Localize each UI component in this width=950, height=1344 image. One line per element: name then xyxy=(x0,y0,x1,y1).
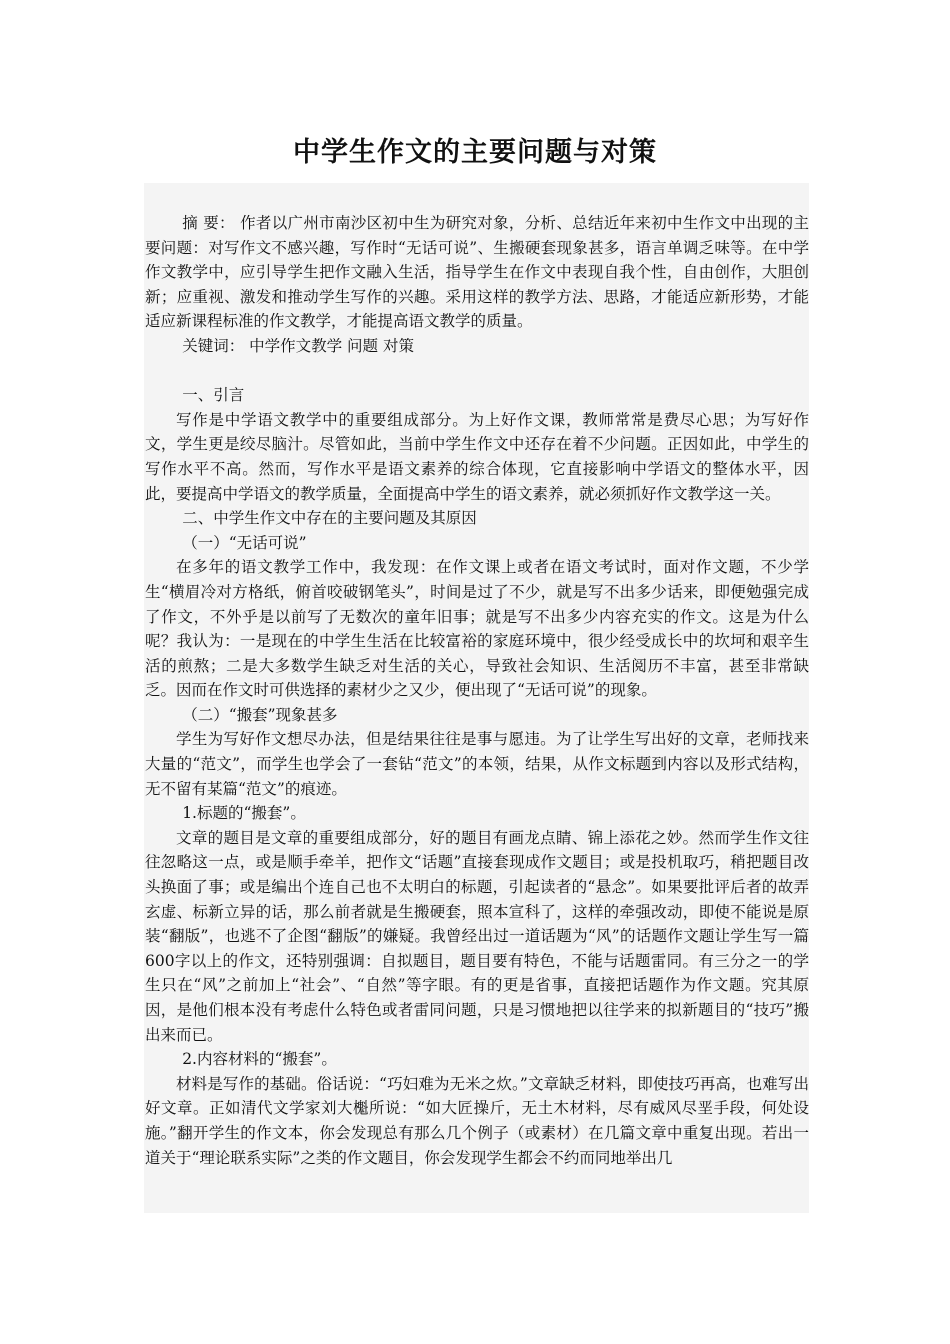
item-1-paragraph: 文章的题目是文章的重要组成部分，好的题目有画龙点睛、锦上添花之妙。然而学生作文往往忽略这一点，或是顺手牵羊，把作文“话题”直接套现成作文题目；或是投机取巧，稍把题目改头换面了事；或是编出个连自己也不太明白的标题，引起读者的“悬念”。如果要批评后者的故弄玄虚、标新立异的话，那么前者就是生搬硬套，照本宣科了，这样的牵强改动，即使不能说是原装“翻版”，也逃不了企图“翻版”的嫌疑。我曾经出过一道话题为“风”的话题作文题让学生写一篇600字以上的作文，还特别强调：自拟题目，题目要有特色，不能与话题雷同。有三分之一的学生只在“风”之前加上“社会”、“自然”等字眼。有的更是省事，直接把话题作为作文题。究其原因，是他们根本没有考虑什么特色或者雷同问题，只是习惯地把以往学来的拟新题目的“技巧”搬出来而已。 xyxy=(145,828,809,1044)
blank-line xyxy=(145,359,809,384)
subsection-heading-2: （二）“搬套”现象甚多 xyxy=(182,705,338,724)
intro-paragraph: 写作是中学语文教学中的重要组成部分。为上好作文课，教师常常是费尽心思；为写好作文，学生更是绞尽脑汁。尽管如此，当前中学生作文中还存在着不少问题。正因如此，中学生的写作水平不高。然而，写作水平是语文素养的综合体现，它直接影响中学语文的整体水平，因此，要提高中学语文的教学质量，全面提高中学生的语文素养，就必须抓好作文教学这一关。 xyxy=(145,410,809,503)
keywords-line: 关键词： 中学作文教学 问题 对策 xyxy=(182,336,414,355)
subsection-2-paragraph: 学生为写好作文想尽办法，但是结果往往是事与愿违。为了让学生写出好的文章，老师找来大量的“范文”，而学生也学会了一套钻“范文”的本领，结果，从作文标题到内容以及形式结构，无不留有某篇“范文”的痕迹。 xyxy=(145,730,809,798)
document-title: 中学生作文的主要问题与对策 xyxy=(293,137,657,168)
subsection-1-paragraph: 在多年的语文教学工作中，我发现：在作文课上或者在语文考试时，面对作文题，不少学生“横眉冷对方格纸，俯首咬破钢笔头”，时间是过了不少，就是写不出多少话来，即便勉强完成了作文，不外乎是以前写了无数次的童年旧事；就是写不出多少内容充实的作文。这是为什么呢？我认为：一是现在的中学生生活在比较富裕的家庭环境中，很少经受成长中的坎坷和艰辛生活的煎熬；二是大多数学生缺乏对生活的关心，导致社会知识、生活阅历不丰富，甚至非常缺乏。因而在作文时可供选择的素材少之又少，便出现了“无话可说”的现象。 xyxy=(145,558,809,700)
item-heading-2: 2.内容材料的“搬套”。 xyxy=(182,1050,337,1069)
section-heading-problems: 二、中学生作文中存在的主要问题及其原因 xyxy=(182,509,477,528)
abstract-paragraph: 摘 要： 作者以广州市南沙区初中生为研究对象，分析、总结近年来初中生作文中出现的主要问题：对写作文不感兴趣，写作时“无话可说”、生搬硬套现象甚多，语言单调乏味等。在中学作文教学中，应引导学生把作文融入生活，指导学生在作文中表现自我个性，自由创作，大胆创新；应重视、激发和推动学生写作的兴趣。采用这样的教学方法、思路，才能适应新形势，才能适应新课程标准的作文教学，才能提高语文教学的质量。 xyxy=(145,214,809,331)
item-heading-1: 1.标题的“搬套”。 xyxy=(182,804,306,823)
document-body xyxy=(145,211,809,1170)
section-heading-intro: 一、引言 xyxy=(182,386,245,405)
item-2-paragraph: 材料是写作的基础。俗话说：“巧妇难为无米之炊。”文章缺乏材料，即使技巧再高，也难写出好文章。正如清代文学家刘大櫆所说：“如大匠操斤，无土木材料，尽有威风尽垩手段，何处设施。”翻开学生的作文本，你会发现总有那么几个例子（或素材）在几篇文章中重复出现。若出一道关于“理论联系实际”之类的作文题目，你会发现学生都会不约而同地举出几 xyxy=(145,1074,809,1167)
subsection-heading-1: （一）“无话可说” xyxy=(182,533,307,552)
